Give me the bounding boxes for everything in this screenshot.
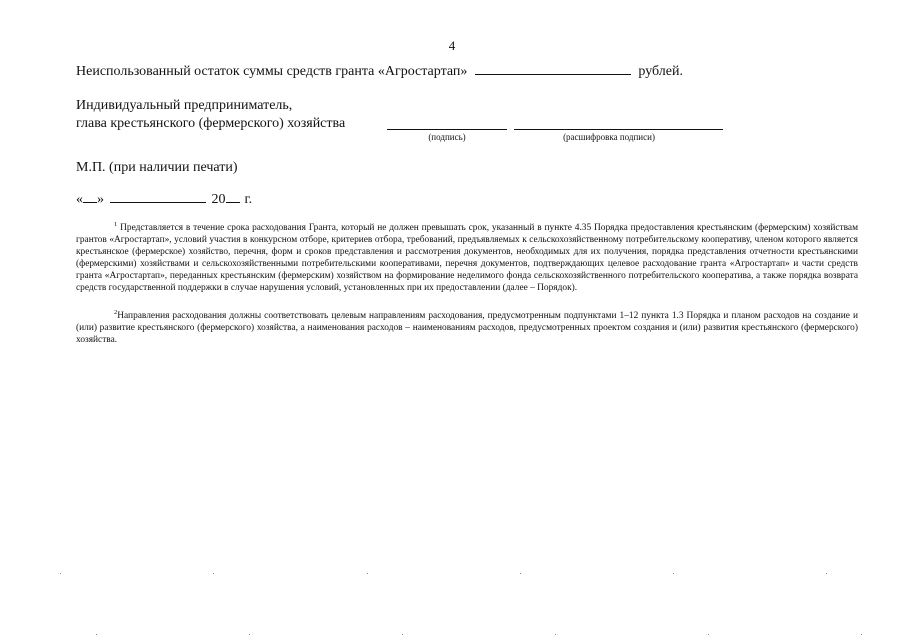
footnote-1-mark: 1 — [114, 220, 118, 228]
scan-speck — [60, 573, 61, 574]
signatory-title-line2: глава крестьянского (фермерского) хозяйства — [76, 116, 346, 131]
page-number: 4 — [448, 38, 456, 53]
footnote-2 — [76, 308, 858, 347]
signature-transcript-caption: (расшифровка подписи) — [563, 132, 655, 142]
signature-transcript-field[interactable] — [514, 129, 723, 130]
scan-speck — [555, 634, 556, 635]
grant-remainder-unit: рублей. — [638, 64, 684, 79]
scan-speck — [213, 573, 214, 574]
footnote-1 — [76, 220, 859, 294]
date-day-field[interactable] — [83, 190, 97, 203]
scan-speck — [520, 573, 521, 574]
date-year-suffix: г. — [244, 192, 253, 207]
grant-remainder-label: Неиспользованный остаток суммы средств гранта «Агростартап» — [76, 64, 468, 79]
date-line — [76, 190, 252, 208]
date-month-field[interactable] — [110, 190, 206, 203]
signatory-title-line1: Индивидуальный предприниматель, — [76, 98, 293, 113]
grant-remainder-amount-field[interactable] — [475, 62, 631, 75]
signature-caption: (подпись) — [428, 132, 466, 142]
scan-speck — [249, 634, 250, 635]
footnote-1-text: Представляется в течение срока расходования Гранта, который не должен превышать срок, указанный в пункте 4.35 Порядка предоставления крестьянским (фермерским) хозяйствам грантов «Агростартап», условий участия в конкурсном отборе, критериев отбора, требований, предъявляемых к сельскохозяйственному потребительскому кооперативу, членом которого является крестьянское (фермерское) хозяйство, перечня, форм и сроков представления и рассмотрения документов, необходимых для их получения, порядка представления отчетности крестьянскими (фермерскими) хозяйствами и сельскохозяйственными потребительскими кооперативами, перечня документов, подтверждающих целевое расходование гранта «Агростартап» и части средств гранта «Агростартап», переданных крестьянским (фермерским) хозяйством на формирование неделимого фонда сельскохозяйственного потребительского кооператива, а также порядка возврата средств государственной поддержки в случае нарушения условий, установленных при их предоставлении (далее – Порядок). — [76, 223, 859, 293]
scan-speck — [367, 573, 368, 574]
signature-field[interactable] — [387, 129, 507, 130]
scan-speck — [861, 634, 862, 635]
scan-speck — [673, 573, 674, 574]
footnote-2-text: Направления расходования должны соответствовать целевым направлениям расходования, предусмотренным подпунктами 1–12 пункта 1.3 Порядка и планом расходов на создание и (или) развитие крестьянского (фермерского) хозяйства, а наименования расходов – наименованиям расходов, предусмотренных проектом создания и (или) развития крестьянского (фермерского) хозяйства. — [76, 311, 858, 345]
scan-speck — [402, 634, 403, 635]
date-year-field[interactable] — [226, 190, 240, 203]
stamp-placeholder: М.П. (при наличии печати) — [76, 160, 238, 175]
date-year-prefix: 20 — [211, 192, 226, 207]
date-open-quote: « — [76, 192, 83, 207]
scan-speck — [826, 573, 827, 574]
scan-speck — [708, 634, 709, 635]
date-close-quote: » — [97, 192, 104, 207]
footnote-2-mark: 2 — [114, 308, 118, 316]
grant-remainder-line — [76, 62, 683, 80]
scan-speck — [96, 634, 97, 635]
